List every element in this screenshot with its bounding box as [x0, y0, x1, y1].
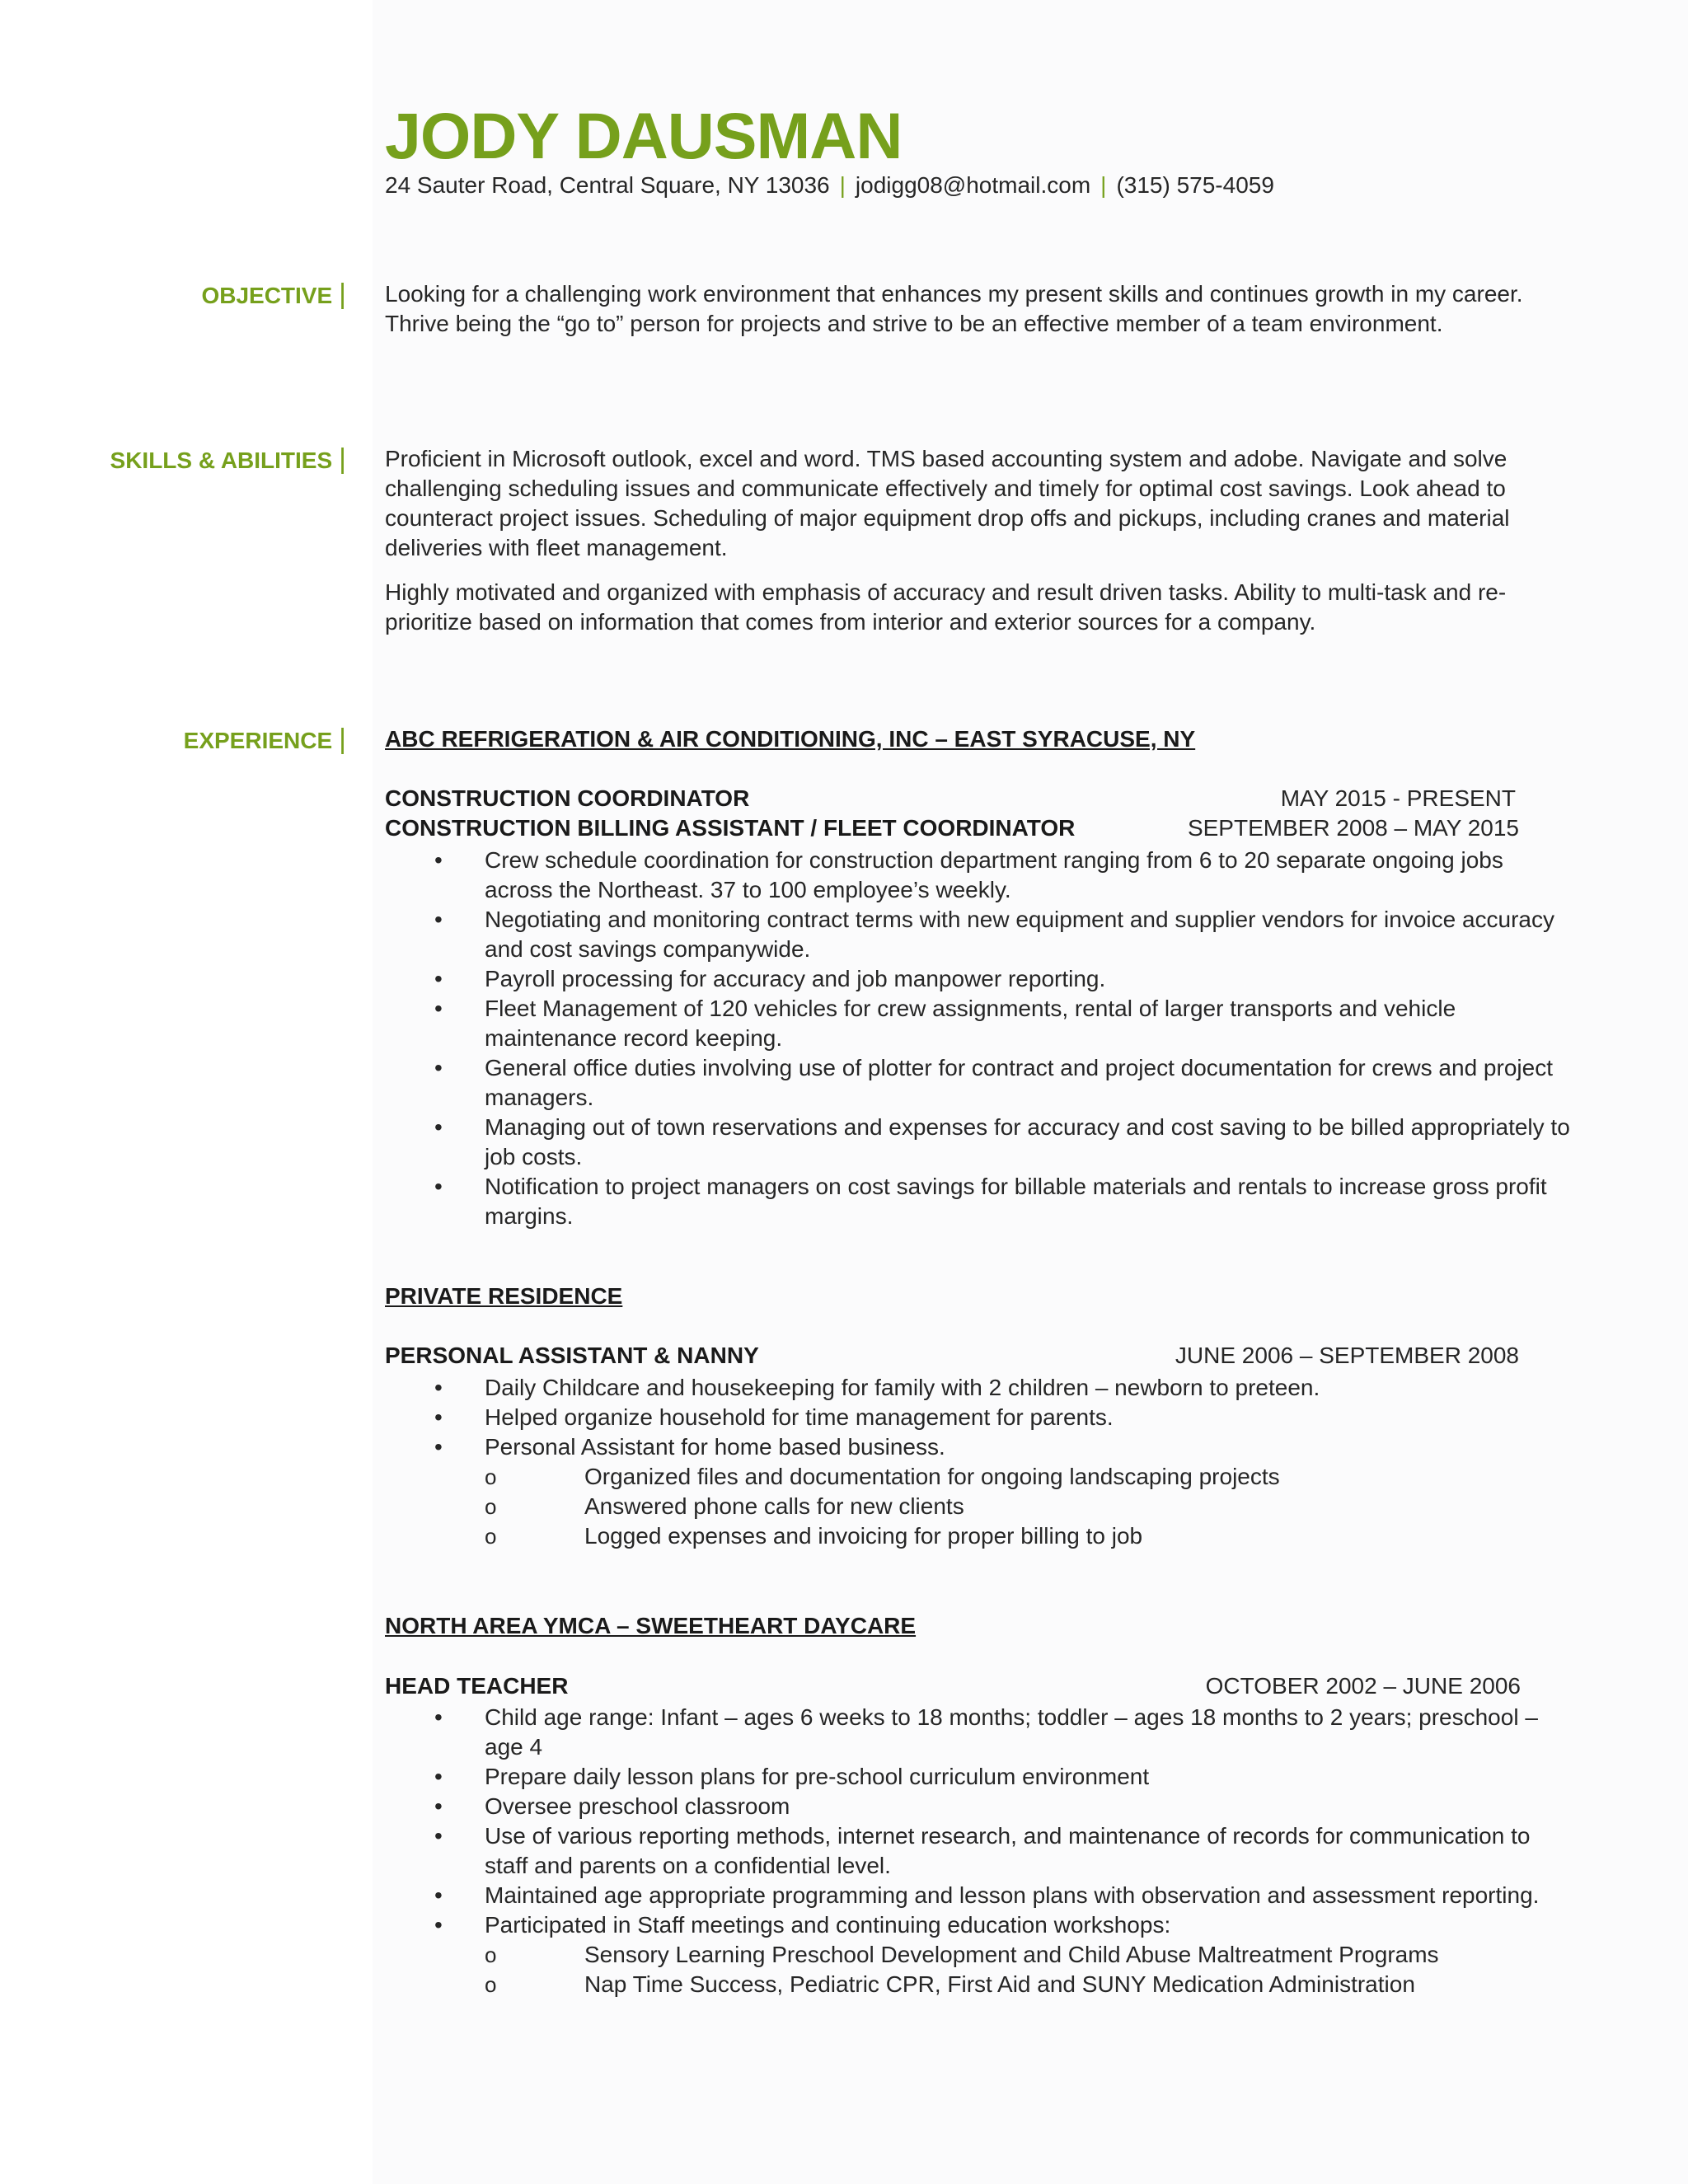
bullet-text: Daily Childcare and housekeeping for family with 2 children – newborn to preteen.: [485, 1375, 1320, 1400]
sub-bullet-glyph: o: [485, 1943, 497, 1967]
sub-bullet-text: Sensory Learning Preschool Development and Child Abuse Maltreatment Programs: [584, 1942, 1439, 1967]
bullet-glyph: •: [434, 1055, 443, 1080]
skills-text: [385, 444, 1572, 637]
objective-label: OBJECTIVE: [201, 283, 333, 308]
bullet-text: Crew schedule coordination for construction department ranging from 6 to 20 separate ongoing jobs across the Northeast. 37 to 100 employee’s weekly.: [485, 847, 1503, 902]
bullet-text: Personal Assistant for home based business.: [485, 1434, 945, 1460]
role-title: PERSONAL ASSISTANT & NANNY: [385, 1343, 759, 1368]
skills-heading: [110, 444, 346, 476]
bullet-glyph: •: [434, 1375, 443, 1400]
bullet-glyph: •: [434, 1912, 443, 1938]
bullet-text: Managing out of town reservations and expenses for accuracy and cost saving to be billed appropriately to job costs.: [485, 1114, 1570, 1169]
role-title: CONSTRUCTION BILLING ASSISTANT / FLEET COORDINATOR: [385, 815, 1076, 841]
sub-list-item: [485, 1492, 1572, 1521]
bullet-text: Oversee preschool classroom: [485, 1793, 790, 1819]
bullet-text: Notification to project managers on cost savings for billable materials and rentals to increase gross profit margins.: [485, 1174, 1547, 1229]
list-item: [385, 1403, 1572, 1432]
role-row: [385, 1671, 1545, 1701]
job-bullet-list: [385, 846, 1572, 1231]
list-item: [385, 964, 1572, 994]
role-row: [385, 813, 1545, 843]
bullet-text: General office duties involving use of plotter for contract and project documentation for crews and project managers.: [485, 1055, 1553, 1110]
objective-heading: [201, 279, 346, 311]
job-bullet-list: [385, 1703, 1555, 1999]
bullet-glyph: •: [434, 1434, 443, 1460]
role-row: [385, 784, 1545, 813]
experience-label: EXPERIENCE: [183, 728, 333, 753]
role-dates: JUNE 2006 – SEPTEMBER 2008: [1175, 1343, 1519, 1368]
list-item: [385, 905, 1572, 964]
list-item: [385, 1881, 1555, 1910]
email: jodigg08@hotmail.com: [855, 172, 1091, 198]
bullet-text: Child age range: Infant – ages 6 weeks to 18 months; toddler – ages 18 months to 2 years; preschool – age 4: [485, 1704, 1538, 1760]
list-item: [385, 1373, 1572, 1403]
bullet-text: Fleet Management of 120 vehicles for crew assignments, rental of larger transports and vehicle maintenance record keeping.: [485, 996, 1456, 1051]
bullet-glyph: •: [434, 1764, 443, 1789]
bullet-glyph: •: [434, 1404, 443, 1430]
role-row: [385, 1341, 1545, 1371]
bullet-text: Helped organize household for time management for parents.: [485, 1404, 1114, 1430]
skills-label: SKILLS & ABILITIES: [110, 448, 333, 473]
bullet-glyph: •: [434, 1114, 443, 1140]
skills-paragraph: Proficient in Microsoft outlook, excel and word. TMS based accounting system and adobe. Navigate and solve challenging scheduling issues and communicate effectively and timely for optimal cost savings. Look ahead to counteract project issues. Scheduling of major equipment drop offs and pickups, including cranes and material deliveries with fleet management.: [385, 446, 1510, 560]
list-item: [385, 1821, 1555, 1881]
left-margin-column: [0, 0, 373, 2184]
bullet-glyph: •: [434, 1174, 443, 1199]
sub-bullet-text: Organized files and documentation for ongoing landscaping projects: [584, 1464, 1280, 1489]
list-item: [385, 1792, 1555, 1821]
bullet-glyph: •: [434, 966, 443, 991]
bullet-glyph: •: [434, 1823, 443, 1849]
bullet-text: Payroll processing for accuracy and job manpower reporting.: [485, 966, 1106, 991]
list-item: [385, 994, 1572, 1053]
list-item: [385, 1053, 1572, 1113]
contact-separator: |: [839, 172, 846, 198]
sub-bullet-glyph: o: [485, 1524, 497, 1549]
sub-list-item: [485, 1462, 1572, 1492]
list-item: [385, 1910, 1555, 1999]
bullet-glyph: •: [434, 1704, 443, 1730]
role-dates: SEPTEMBER 2008 – MAY 2015: [1187, 815, 1519, 841]
sub-bullet-list: [485, 1940, 1555, 1999]
role-dates: MAY 2015 - PRESENT: [1280, 785, 1516, 811]
sub-bullet-glyph: o: [485, 1972, 497, 1997]
contact-line: [385, 171, 1274, 200]
sub-list-item: [485, 1970, 1555, 1999]
list-item: [385, 1703, 1555, 1762]
list-item: [385, 846, 1572, 905]
objective-text: [385, 279, 1555, 339]
job-bullet-list: [385, 1373, 1572, 1551]
experience-heading: [184, 724, 346, 756]
sub-bullet-list: [485, 1462, 1572, 1551]
bullet-glyph: •: [434, 1882, 443, 1908]
heading-bar: |: [339, 724, 346, 755]
bullet-text: Prepare daily lesson plans for pre-school curriculum environment: [485, 1764, 1150, 1789]
bullet-text: Maintained age appropriate programming and lesson plans with observation and assessment reporting.: [485, 1882, 1540, 1908]
sub-bullet-text: Logged expenses and invoicing for proper billing to job: [584, 1523, 1143, 1549]
bullet-text: Use of various reporting methods, internet research, and maintenance of records for communication to staff and parents on a confidential level.: [485, 1823, 1531, 1878]
list-item: [385, 1762, 1555, 1792]
contact-separator: |: [1100, 172, 1107, 198]
sub-bullet-glyph: o: [485, 1465, 497, 1489]
bullet-glyph: •: [434, 847, 443, 873]
bullet-glyph: •: [434, 1793, 443, 1819]
list-item: [385, 1172, 1572, 1231]
skills-paragraph: Highly motivated and organized with emphasis of accuracy and result driven tasks. Ability to multi-task and re-prioritize based on information that comes from interior and exterior sources for a company.: [385, 579, 1507, 635]
sub-bullet-glyph: o: [485, 1494, 497, 1519]
sub-bullet-text: Nap Time Success, Pediatric CPR, First Aid and SUNY Medication Administration: [584, 1971, 1415, 1997]
role-title: HEAD TEACHER: [385, 1673, 569, 1699]
phone: (315) 575-4059: [1116, 172, 1274, 198]
heading-bar: |: [339, 443, 346, 475]
sub-list-item: [485, 1521, 1572, 1551]
list-item: [385, 1432, 1572, 1551]
role-dates: OCTOBER 2002 – JUNE 2006: [1205, 1673, 1521, 1699]
candidate-name: JODY DAUSMAN: [385, 99, 903, 172]
role-title: CONSTRUCTION COORDINATOR: [385, 785, 750, 811]
employer-name: PRIVATE RESIDENCE: [385, 1283, 623, 1309]
sub-bullet-text: Answered phone calls for new clients: [584, 1493, 964, 1519]
employer-name: ABC REFRIGERATION & AIR CONDITIONING, INC – EAST SYRACUSE, NY: [385, 726, 1196, 752]
bullet-text: Participated in Staff meetings and continuing education workshops:: [485, 1912, 1171, 1938]
employer-name: NORTH AREA YMCA – SWEETHEART DAYCARE: [385, 1613, 917, 1638]
objective-paragraph: Looking for a challenging work environment that enhances my present skills and continues growth in my career. Thrive being the “go to” person for projects and strive to be an effective member of a team environment.: [385, 281, 1523, 336]
list-item: [385, 1113, 1572, 1172]
address: 24 Sauter Road, Central Square, NY 13036: [385, 172, 830, 198]
bullet-text: Negotiating and monitoring contract terms with new equipment and supplier vendors for invoice accuracy and cost savings companywide.: [485, 907, 1555, 962]
bullet-glyph: •: [434, 996, 443, 1021]
sub-list-item: [485, 1940, 1555, 1970]
heading-bar: |: [339, 279, 346, 310]
bullet-glyph: •: [434, 907, 443, 932]
